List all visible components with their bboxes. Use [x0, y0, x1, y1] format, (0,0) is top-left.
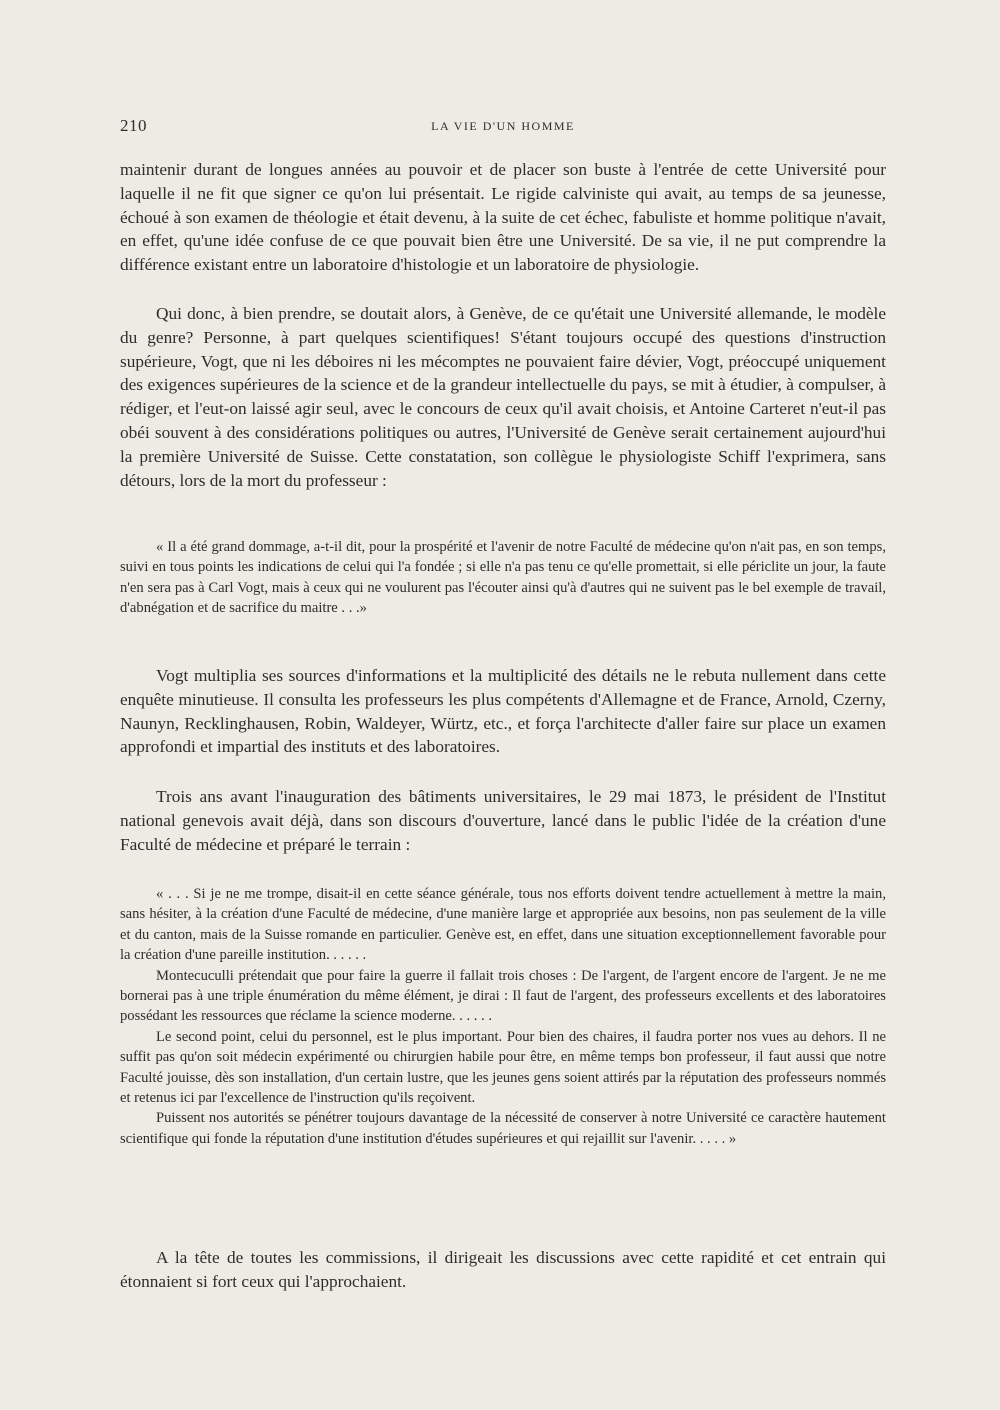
paragraph-1-block	[120, 158, 886, 277]
body-paragraph: A la tête de toutes les commissions, il dirigeait les discussions avec cette rapidité et cet entrain qui étonnaient si fort ceux qui l'approchaient.	[120, 1248, 886, 1291]
body-paragraph: Vogt multiplia ses sources d'informations et la multiplicité des détails ne le rebuta nullement dans cette enquête minutieuse. Il consulta les professeurs les plus compétents d'Allemagne et de France, Arnold, Czerny, Naunyn, Recklinghausen, Robin, Waldeyer, Würtz, etc., et força l'architecte d'aller faire sur place un examen approfondi et impartial des instituts et des laboratoires.	[120, 666, 886, 757]
quote-paragraph: Montecuculli prétendait que pour faire la guerre il fallait trois choses : De l'argent, de l'argent encore de l'argent. Je ne me bornerai pas à une triple énumération du même élément, je dirai : Il faut de l'argent, des professeurs excellents et des laboratoires possédant les ressources que réclame la science moderne. . . . . .	[120, 967, 886, 1025]
body-paragraph: maintenir durant de longues années au pouvoir et de placer son buste à l'entrée de cette Université pour laquelle il ne fit que signer ce qu'on lui présentait. Le rigide calviniste qui avait, au temps de sa jeunesse, échoué à son examen de théologie et était devenu, à la suite de cet échec, fabuliste et homme politique n'avait, en effet, qu'une idée confuse de ce que pouvait bien être une Université. De sa vie, il ne put comprendre la différence existant entre un laboratoire d'histologie et un laboratoire de physiologie.	[120, 160, 886, 275]
body-paragraph: Qui donc, à bien prendre, se doutait alors, à Genève, de ce qu'était une Université allemande, le modèle du genre? Personne, à part quelques scientifiques! S'étant toujours occupé des questions d'instruction supérieure, Vogt, que ni les déboires ni les mécomptes ne pouvaient faire dévier, Vogt, préoccupé uniquement des exigences supérieures de la science et de la grandeur intellectuelle du pays, se mit à étudier, à compulser, à rédiger, et l'eut-on laissé agir seul, avec le concours de ceux qu'il avait choisis, et Antoine Carteret n'eut-il pas obéi souvent à des considérations politiques ou autres, l'Université de Genève serait certainement aujourd'hui la première Université de Suisse. Cette constatation, son collègue le physiologiste Schiff l'exprimera, sans détours, lors de la mort du professeur :	[120, 304, 886, 490]
quote-paragraph: « Il a été grand dommage, a-t-il dit, pour la prospérité et l'avenir de notre Faculté de médecine qu'on n'ait pas, en son temps, suivi en tous points les indications de celui qui l'a fondée ; si elle n'a pas tenu ce qu'elle promettait, si elle périclite un jour, la faute n'en sera pas à Carl Vogt, mais à ceux qui ne voulurent pas l'écouter ainsi qu'à d'autres qui ne suivent pas le bel exemple de travail, d'abnégation et de sacrifice du maitre . . .»	[120, 539, 886, 617]
page-number: 210	[120, 116, 147, 135]
quote-paragraph: Le second point, celui du personnel, est le plus important. Pour bien des chaires, il faudra porter nos vues au dehors. Il ne suffit pas qu'on soit médecin expérimenté ou chirurgien habile pour être, en même temps bon professeur, il faut aussi que notre Faculté jouisse, dès son installation, d'un certain lustre, que les jeunes gens soient attirés par la réputation des professeurs nommés et retenus ici par l'excellence de l'instruction qu'ils reçoivent.	[120, 1028, 886, 1107]
body-paragraph: Trois ans avant l'inauguration des bâtiments universitaires, le 29 mai 1873, le président de l'Institut national genevois avait déjà, dans son discours d'ouverture, lancé dans le public l'idée de la création d'une Faculté de médecine et préparé le terrain :	[120, 787, 886, 854]
quote-paragraph: « . . . Si je ne me trompe, disait-il en cette séance générale, tous nos efforts doivent tendre actuellement à mettre la main, sans hésiter, à la création d'une Faculté de médecine, d'une manière large et appropriée aux besoins, non pas seulement de la ville et du canton, mais de la Suisse romande en particulier. Genève est, en effet, dans une situation exceptionnellement favorable pour la création d'une pareille institution. . . . . .	[120, 886, 886, 964]
quote-paragraph: Puissent nos autorités se pénétrer toujours davantage de la nécessité de conserver à notre Université ce caractère hautement scientifique qui fonde la réputation d'une institution d'études supérieures et qui rejaillit sur l'avenir. . . . . »	[120, 1110, 886, 1147]
running-head	[120, 116, 886, 138]
paragraph-5-block	[120, 1246, 886, 1294]
paragraph-3-block	[120, 664, 886, 759]
quote-schiff-block	[120, 537, 886, 619]
quote-institut-block	[120, 884, 886, 1149]
running-title: LA VIE D'UN HOMME	[431, 119, 575, 133]
paragraph-2-block	[120, 302, 886, 492]
paragraph-4-block	[120, 785, 886, 856]
